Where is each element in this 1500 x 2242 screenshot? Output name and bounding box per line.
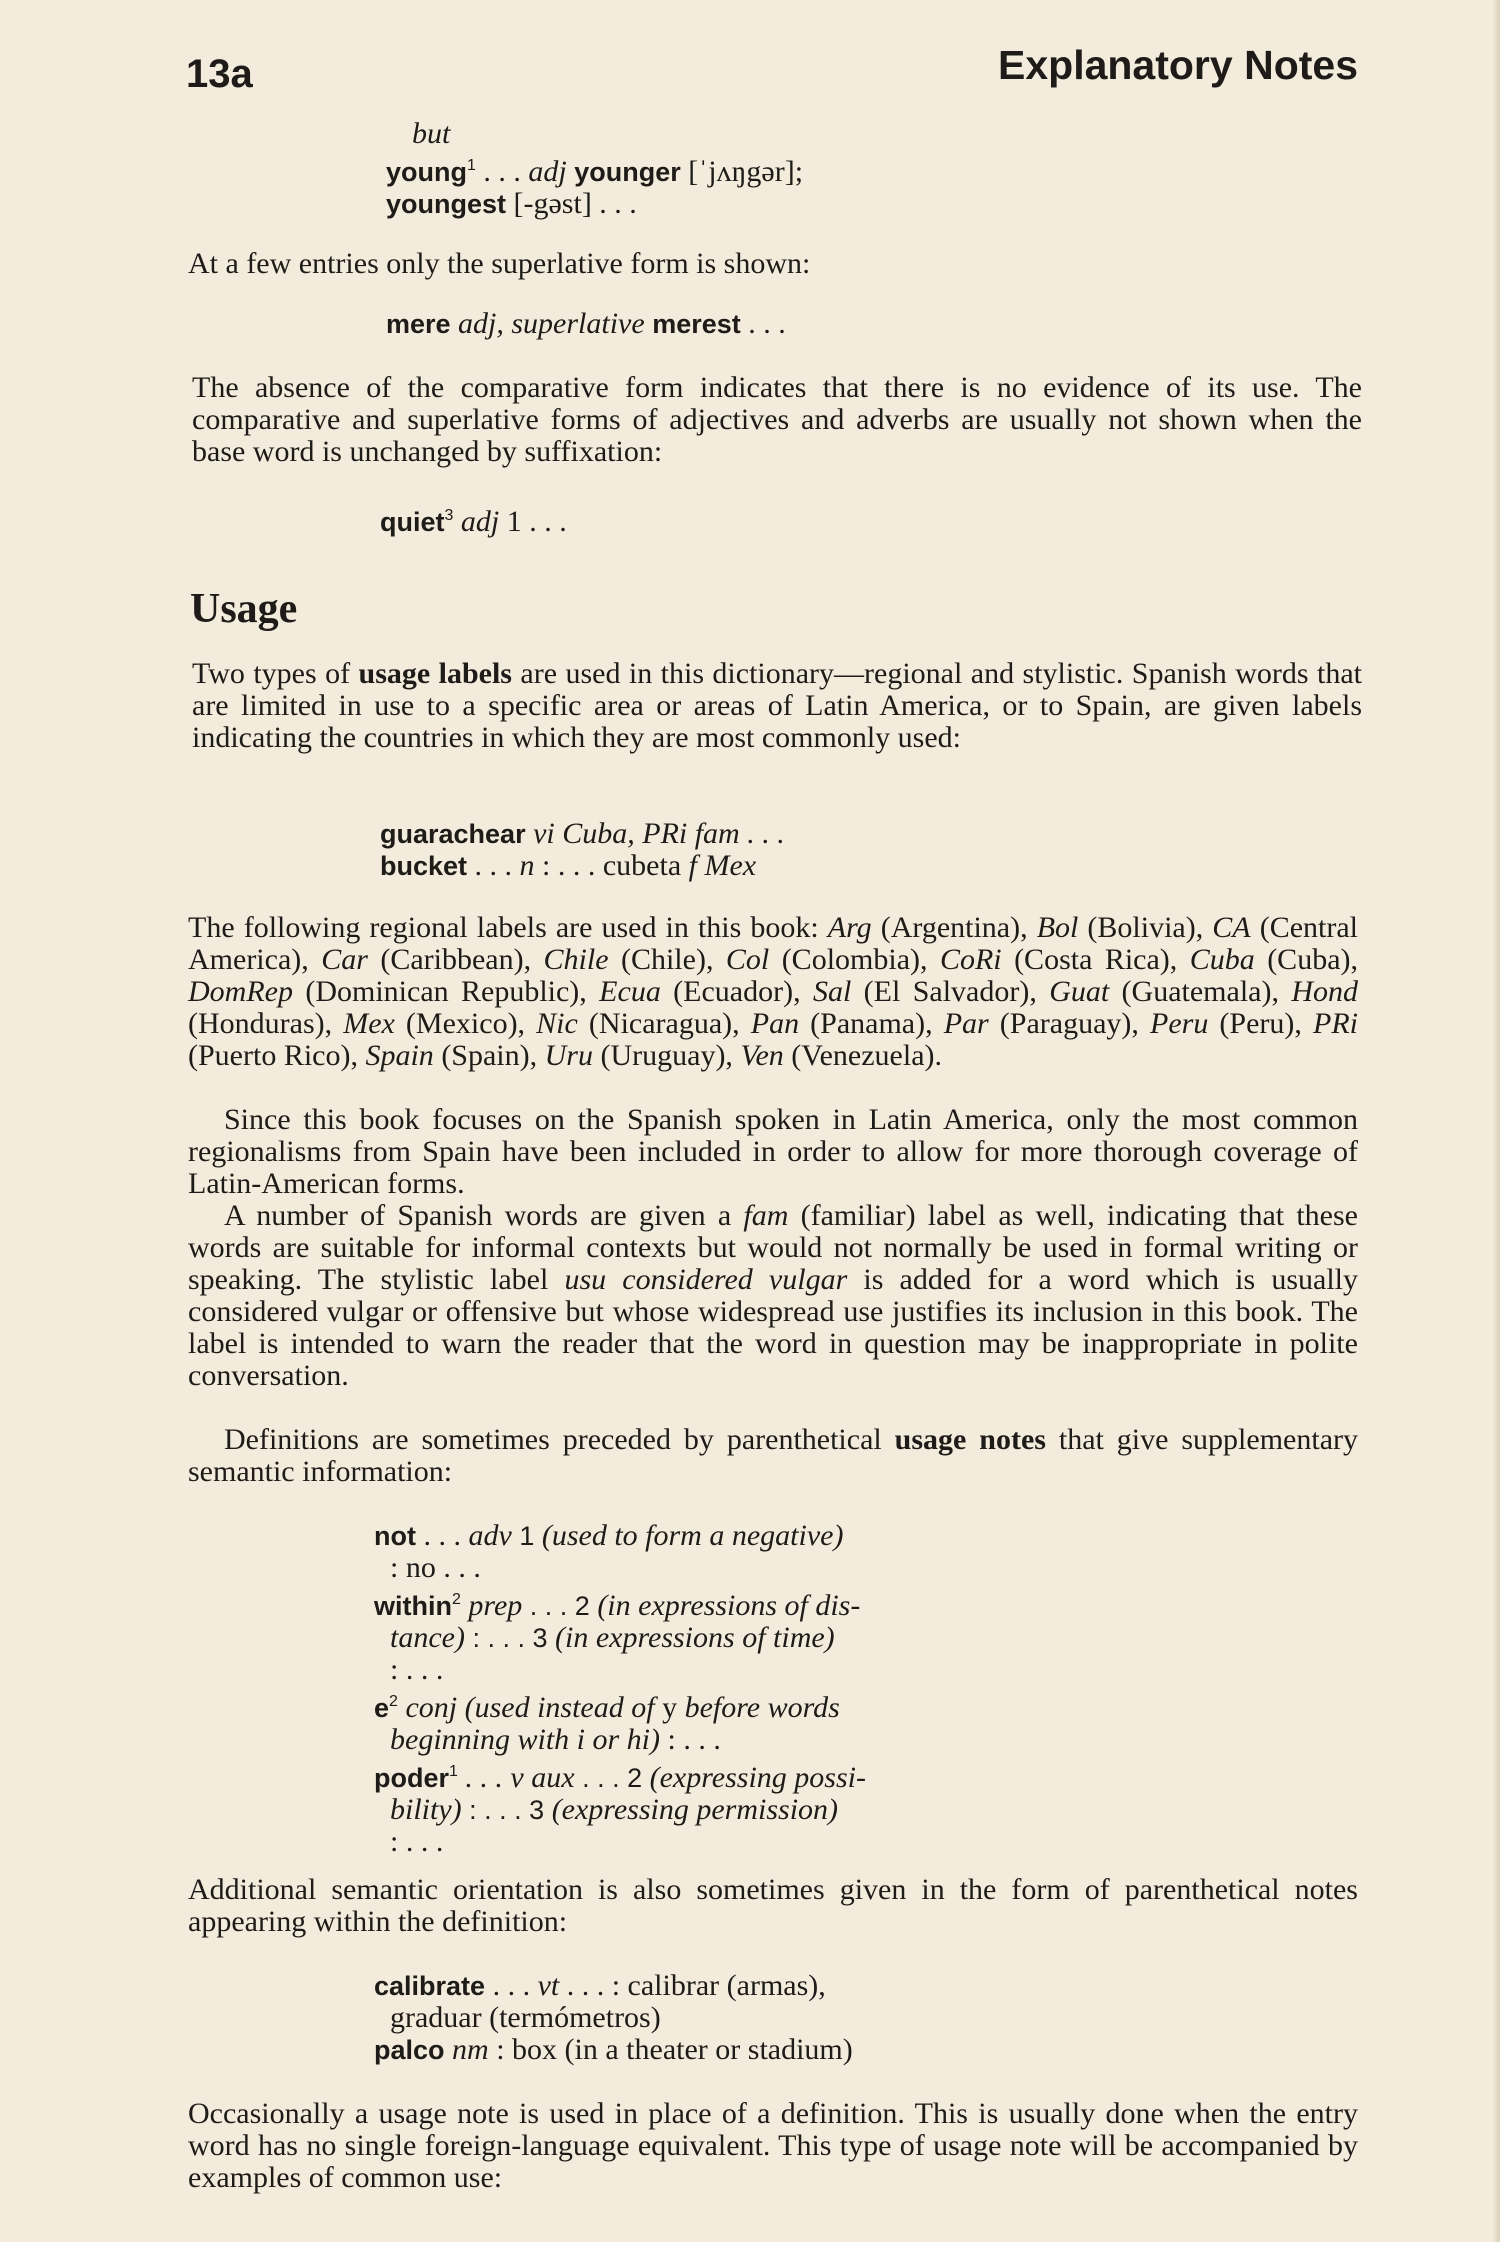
- part-of-speech: adj: [528, 155, 567, 188]
- example-mere: [386, 308, 786, 340]
- translation: : no . . .: [390, 1551, 481, 1584]
- regional-label-name: (Ecuador),: [660, 975, 813, 1008]
- text: Two types of: [192, 657, 359, 690]
- translation: : box (in a theater or stadium): [488, 2033, 853, 2066]
- regional-label-name: (Mexico),: [394, 1007, 537, 1040]
- paragraph-spain: Since this book focuses on the Spanish spoken in Latin America, only the most common regionalisms from Spain have been included in order to allow for more thorough coverage of Latin-American forms.: [188, 1103, 1358, 1200]
- ellipsis: : . . .: [390, 1653, 444, 1686]
- headword-bucket: bucket: [380, 851, 468, 881]
- example-usage-notes: [374, 1520, 866, 1858]
- paragraph-definitions: [188, 1424, 1358, 1488]
- regional-label-abbr: Hond: [1291, 975, 1358, 1008]
- headword-mere: mere: [386, 309, 451, 339]
- regional-label-name: (Central America),: [188, 911, 1358, 976]
- homograph-number: 2: [451, 1591, 461, 1608]
- inflected-form: younger: [566, 157, 689, 187]
- regional-label-name: (Guatemala),: [1109, 975, 1292, 1008]
- part-of-speech: n: [519, 849, 535, 882]
- text: that give supplementary semantic information:: [188, 1423, 1358, 1488]
- usage-note: (in expressions of time): [555, 1621, 835, 1654]
- regional-label-abbr: Ven: [740, 1039, 784, 1072]
- sense-number: 1 . . .: [499, 505, 567, 538]
- regional-label-name: (Dominican Republic),: [292, 975, 600, 1008]
- headword-poder: poder: [374, 1763, 450, 1793]
- pronunciation: [ˈjʌŋgər];: [688, 155, 804, 188]
- regional-label-abbr: DomRep: [188, 975, 293, 1008]
- homograph-number: 1: [449, 1763, 458, 1780]
- sense-number: : . . . 3: [464, 1623, 555, 1653]
- regional-label-name: (Caribbean),: [367, 943, 544, 976]
- label-vulgar: usu considered vulgar: [564, 1263, 848, 1296]
- regional-label-abbr: Guat: [1049, 975, 1110, 1008]
- ellipsis: . . .: [475, 155, 529, 188]
- homograph-number: 3: [444, 507, 454, 524]
- text: A number of Spanish words are given a: [224, 1199, 744, 1232]
- headword-guarachear: guarachear: [380, 819, 526, 849]
- part-of-speech: nm: [444, 2033, 489, 2066]
- regional-label-name: (Spain),: [433, 1039, 545, 1072]
- page-edge: [1492, 0, 1500, 2242]
- regional-label-abbr: PRi: [1313, 1007, 1358, 1040]
- regional-label-name: (Venezuela).: [783, 1039, 942, 1072]
- regional-label-abbr: Peru: [1150, 1007, 1209, 1040]
- page-number: 13a: [186, 52, 253, 96]
- example-regional: [380, 818, 785, 882]
- regional-label-name: (Peru),: [1208, 1007, 1313, 1040]
- regional-label-name: (Colombia),: [769, 943, 940, 976]
- headword-youngest: youngest: [386, 189, 507, 219]
- part-of-speech: adj: [453, 505, 500, 538]
- sense-number: : . . . 3: [461, 1795, 552, 1825]
- headword-calibrate: calibrate: [374, 1971, 486, 2001]
- regional-label-name: (Panama),: [799, 1007, 944, 1040]
- regional-label-name: (Cuba),: [1254, 943, 1358, 976]
- regional-label-abbr: CA: [1212, 911, 1251, 944]
- translation: graduar (termómetros): [390, 2001, 661, 2034]
- paragraph-additional: Additional semantic orientation is also sometimes given in the form of parenthetical notes appearing within the definition:: [188, 1873, 1358, 1938]
- regional-label-abbr: Sal: [812, 975, 852, 1008]
- inflected-form: merest: [644, 309, 741, 339]
- part-of-speech: vt: [537, 1969, 560, 2002]
- homograph-number: 2: [389, 1693, 398, 1710]
- regional-label-name: (El Salvador),: [851, 975, 1050, 1008]
- paragraph-absence: [192, 372, 1362, 468]
- ellipsis: . . .: [415, 1519, 469, 1552]
- example-quiet: [380, 500, 567, 538]
- part-of-speech: adv: [468, 1519, 512, 1552]
- headword-quiet: quiet: [380, 507, 445, 537]
- sentence: The absence of the comparative form indicates that there is no evidence of its use.: [192, 371, 1300, 404]
- paragraph-superlative: At a few entries only the superlative form is shown:: [188, 247, 811, 280]
- regional-label-name: (Puerto Rico),: [188, 1039, 366, 1072]
- labels: f Mex: [688, 849, 757, 882]
- text: Definitions are sometimes preceded by parenthetical: [224, 1423, 895, 1456]
- part-of-speech: . . . v aux: [457, 1761, 575, 1794]
- usage-note: tance): [390, 1621, 465, 1654]
- regional-label-abbr: Ecua: [599, 975, 661, 1008]
- regional-label-abbr: Par: [943, 1007, 989, 1040]
- regional-label-name: (Honduras),: [188, 1007, 344, 1040]
- headword-young: young: [386, 157, 467, 187]
- sense-number: . . . 2: [574, 1763, 650, 1793]
- sense-number: . . . 2: [522, 1591, 598, 1621]
- text: The following regional labels are used in this book:: [188, 911, 828, 944]
- translation: . . . : calibrar (armas),: [559, 1969, 826, 2002]
- usage-note: (used to form a negative): [541, 1519, 844, 1552]
- paragraph-usage-types: [192, 658, 1362, 754]
- headword-palco: palco: [374, 2035, 445, 2065]
- regional-label-abbr: Chile: [543, 943, 609, 976]
- regional-label-abbr: Nic: [536, 1007, 578, 1040]
- headword-within: within: [374, 1591, 452, 1621]
- usage-note: before words: [677, 1691, 840, 1724]
- regional-label-abbr: Pan: [750, 1007, 800, 1040]
- example-young: [386, 118, 803, 220]
- regional-label-name: (Chile),: [608, 943, 726, 976]
- paragraph-fam: [188, 1200, 1358, 1392]
- regional-label-abbr: Car: [321, 943, 368, 976]
- running-head: Explanatory Notes: [998, 42, 1358, 88]
- regional-label-name: (Argentina),: [871, 911, 1037, 944]
- ellipsis: . . .: [485, 1969, 538, 2002]
- usage-note-word: y: [662, 1691, 678, 1724]
- regional-label-abbr: Mex: [343, 1007, 395, 1040]
- regional-label-name: (Uruguay),: [592, 1039, 741, 1072]
- headword-e: e: [374, 1693, 390, 1723]
- usage-note: beginning with i or hi): [390, 1723, 660, 1756]
- label-fam: fam: [743, 1199, 789, 1232]
- usage-note: (in expressions of dis-: [597, 1589, 861, 1622]
- ellipsis: . . .: [740, 307, 786, 340]
- regional-label-abbr: Uru: [544, 1039, 593, 1072]
- bold-term: usage notes: [894, 1423, 1046, 1456]
- regional-label-abbr: Cuba: [1189, 943, 1255, 976]
- translation: : . . . cubeta: [534, 849, 689, 882]
- regional-label-abbr: CoRi: [939, 943, 1002, 976]
- usage-note: (used instead of: [457, 1691, 663, 1724]
- regional-label-name: (Costa Rica),: [1001, 943, 1190, 976]
- part-of-speech: adj, superlative: [450, 307, 645, 340]
- section-heading-usage: Usage: [190, 586, 298, 632]
- usage-note: (expressing permission): [551, 1793, 839, 1826]
- regional-label-name: (Paraguay),: [988, 1007, 1151, 1040]
- bold-term: usage labels: [358, 657, 512, 690]
- labels: vi Cuba, PRi fam . . .: [525, 817, 785, 850]
- sense-number: 1: [511, 1521, 542, 1551]
- sentence: The comparative and superlative forms of adjectives and adverbs are usually not shown when the base word is unchanged by suffixation:: [192, 371, 1362, 468]
- regional-label-name: (Bolivia),: [1078, 911, 1213, 944]
- text: is added for a word which is usually considered vulgar or offensive but whose widespread use justifies its inclusion in this book. The label is intended to warn the reader that the word in question may be inappropriate in polite conversation.: [188, 1263, 1358, 1392]
- paragraph-regional-labels: [188, 912, 1358, 1072]
- ellipsis: . . .: [467, 849, 520, 882]
- part-of-speech: conj: [397, 1691, 458, 1724]
- part-of-speech: prep: [460, 1589, 523, 1622]
- ellipsis: : . . .: [390, 1825, 444, 1858]
- paragraph-occasionally: Occasionally a usage note is used in place of a definition. This is usually done when the entry word has no single foreign-language equivalent. This type of usage note will be accompanied by examples of common use:: [188, 2097, 1358, 2194]
- regional-label-abbr: Spain: [365, 1039, 434, 1072]
- usage-note: bility): [390, 1793, 462, 1826]
- regional-label-abbr: Bol: [1036, 911, 1079, 944]
- regional-label-abbr: Arg: [827, 911, 872, 944]
- headword-not: not: [374, 1521, 416, 1551]
- example-notes-within: [374, 1970, 853, 2066]
- regional-label-abbr: Col: [725, 943, 770, 976]
- homograph-number: 1: [467, 157, 476, 174]
- regional-label-name: (Nicaragua),: [577, 1007, 751, 1040]
- usage-note: (expressing possi-: [649, 1761, 866, 1794]
- text: are used in this dictionary—regional and stylistic. Spanish words that are limited in use to a specific area or areas of Latin America, or to Spain, are given labels indicating the countries in which they are most commonly used:: [192, 657, 1362, 754]
- ellipsis: : . . .: [660, 1723, 721, 1756]
- pronunciation: [-gəst] . . .: [506, 187, 637, 220]
- example-but: but: [412, 117, 451, 150]
- text: (familiar) label as well, indicating that these words are suitable for informal contexts but would not normally be used in formal writing or speaking. The stylistic label: [188, 1199, 1358, 1296]
